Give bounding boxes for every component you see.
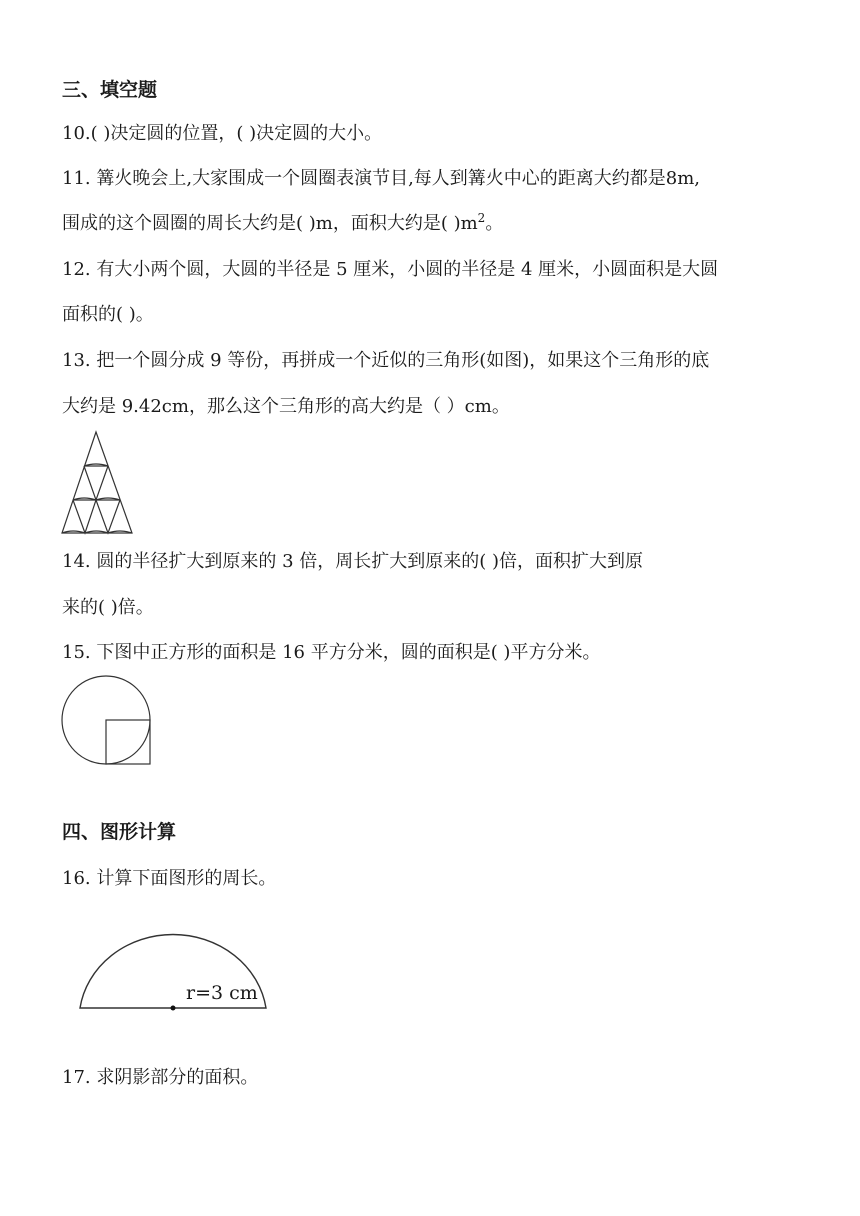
question-16: 16. 计算下面图形的周长。 [62, 868, 277, 889]
square-exponent: 2 [477, 211, 486, 225]
radius-label: r=3 cm [186, 982, 258, 1004]
question-11-line-2-text: 围成的这个圆圈的周长大约是( )m，面积大约是( )m [62, 213, 478, 234]
question-12-line-2: 面积的( )。 [62, 304, 154, 325]
question-13-line-2: 大约是 9.42cm，那么这个三角形的高大约是（ ）cm。 [62, 396, 510, 417]
question-11-line-2 [62, 212, 503, 236]
nine-triangle-figure [60, 430, 136, 536]
question-12-line-1: 12. 有大小两个圆，大圆的半径是 5 厘米，小圆的半径是 4 厘米，小圆面积是大圆 [62, 259, 719, 280]
question-14-line-1: 14. 圆的半径扩大到原来的 3 倍，周长扩大到原来的( )倍，面积扩大到原 [62, 551, 644, 572]
question-14-line-2: 来的( )倍。 [62, 597, 154, 618]
question-13-line-1: 13. 把一个圆分成 9 等份，再拼成一个近似的三角形(如图)，如果这个三角形的底 [62, 350, 710, 371]
question-17: 17. 求阴影部分的面积。 [62, 1067, 259, 1088]
question-10: 10.( )决定圆的位置，( )决定圆的大小。 [62, 123, 383, 144]
question-15: 15. 下图中正方形的面积是 16 平方分米，圆的面积是( )平方分米。 [62, 642, 601, 663]
section-heading-fill-blank: 三、填空题 [62, 79, 158, 101]
section-heading-figure-calculation: 四、图形计算 [62, 821, 177, 843]
question-11-line-1: 11. 篝火晚会上,大家围成一个圆圈表演节目,每人到篝火中心的距离大约都是8m, [62, 168, 701, 189]
question-11-line-2-end: 。 [485, 213, 504, 234]
circle-square-figure [60, 674, 154, 768]
